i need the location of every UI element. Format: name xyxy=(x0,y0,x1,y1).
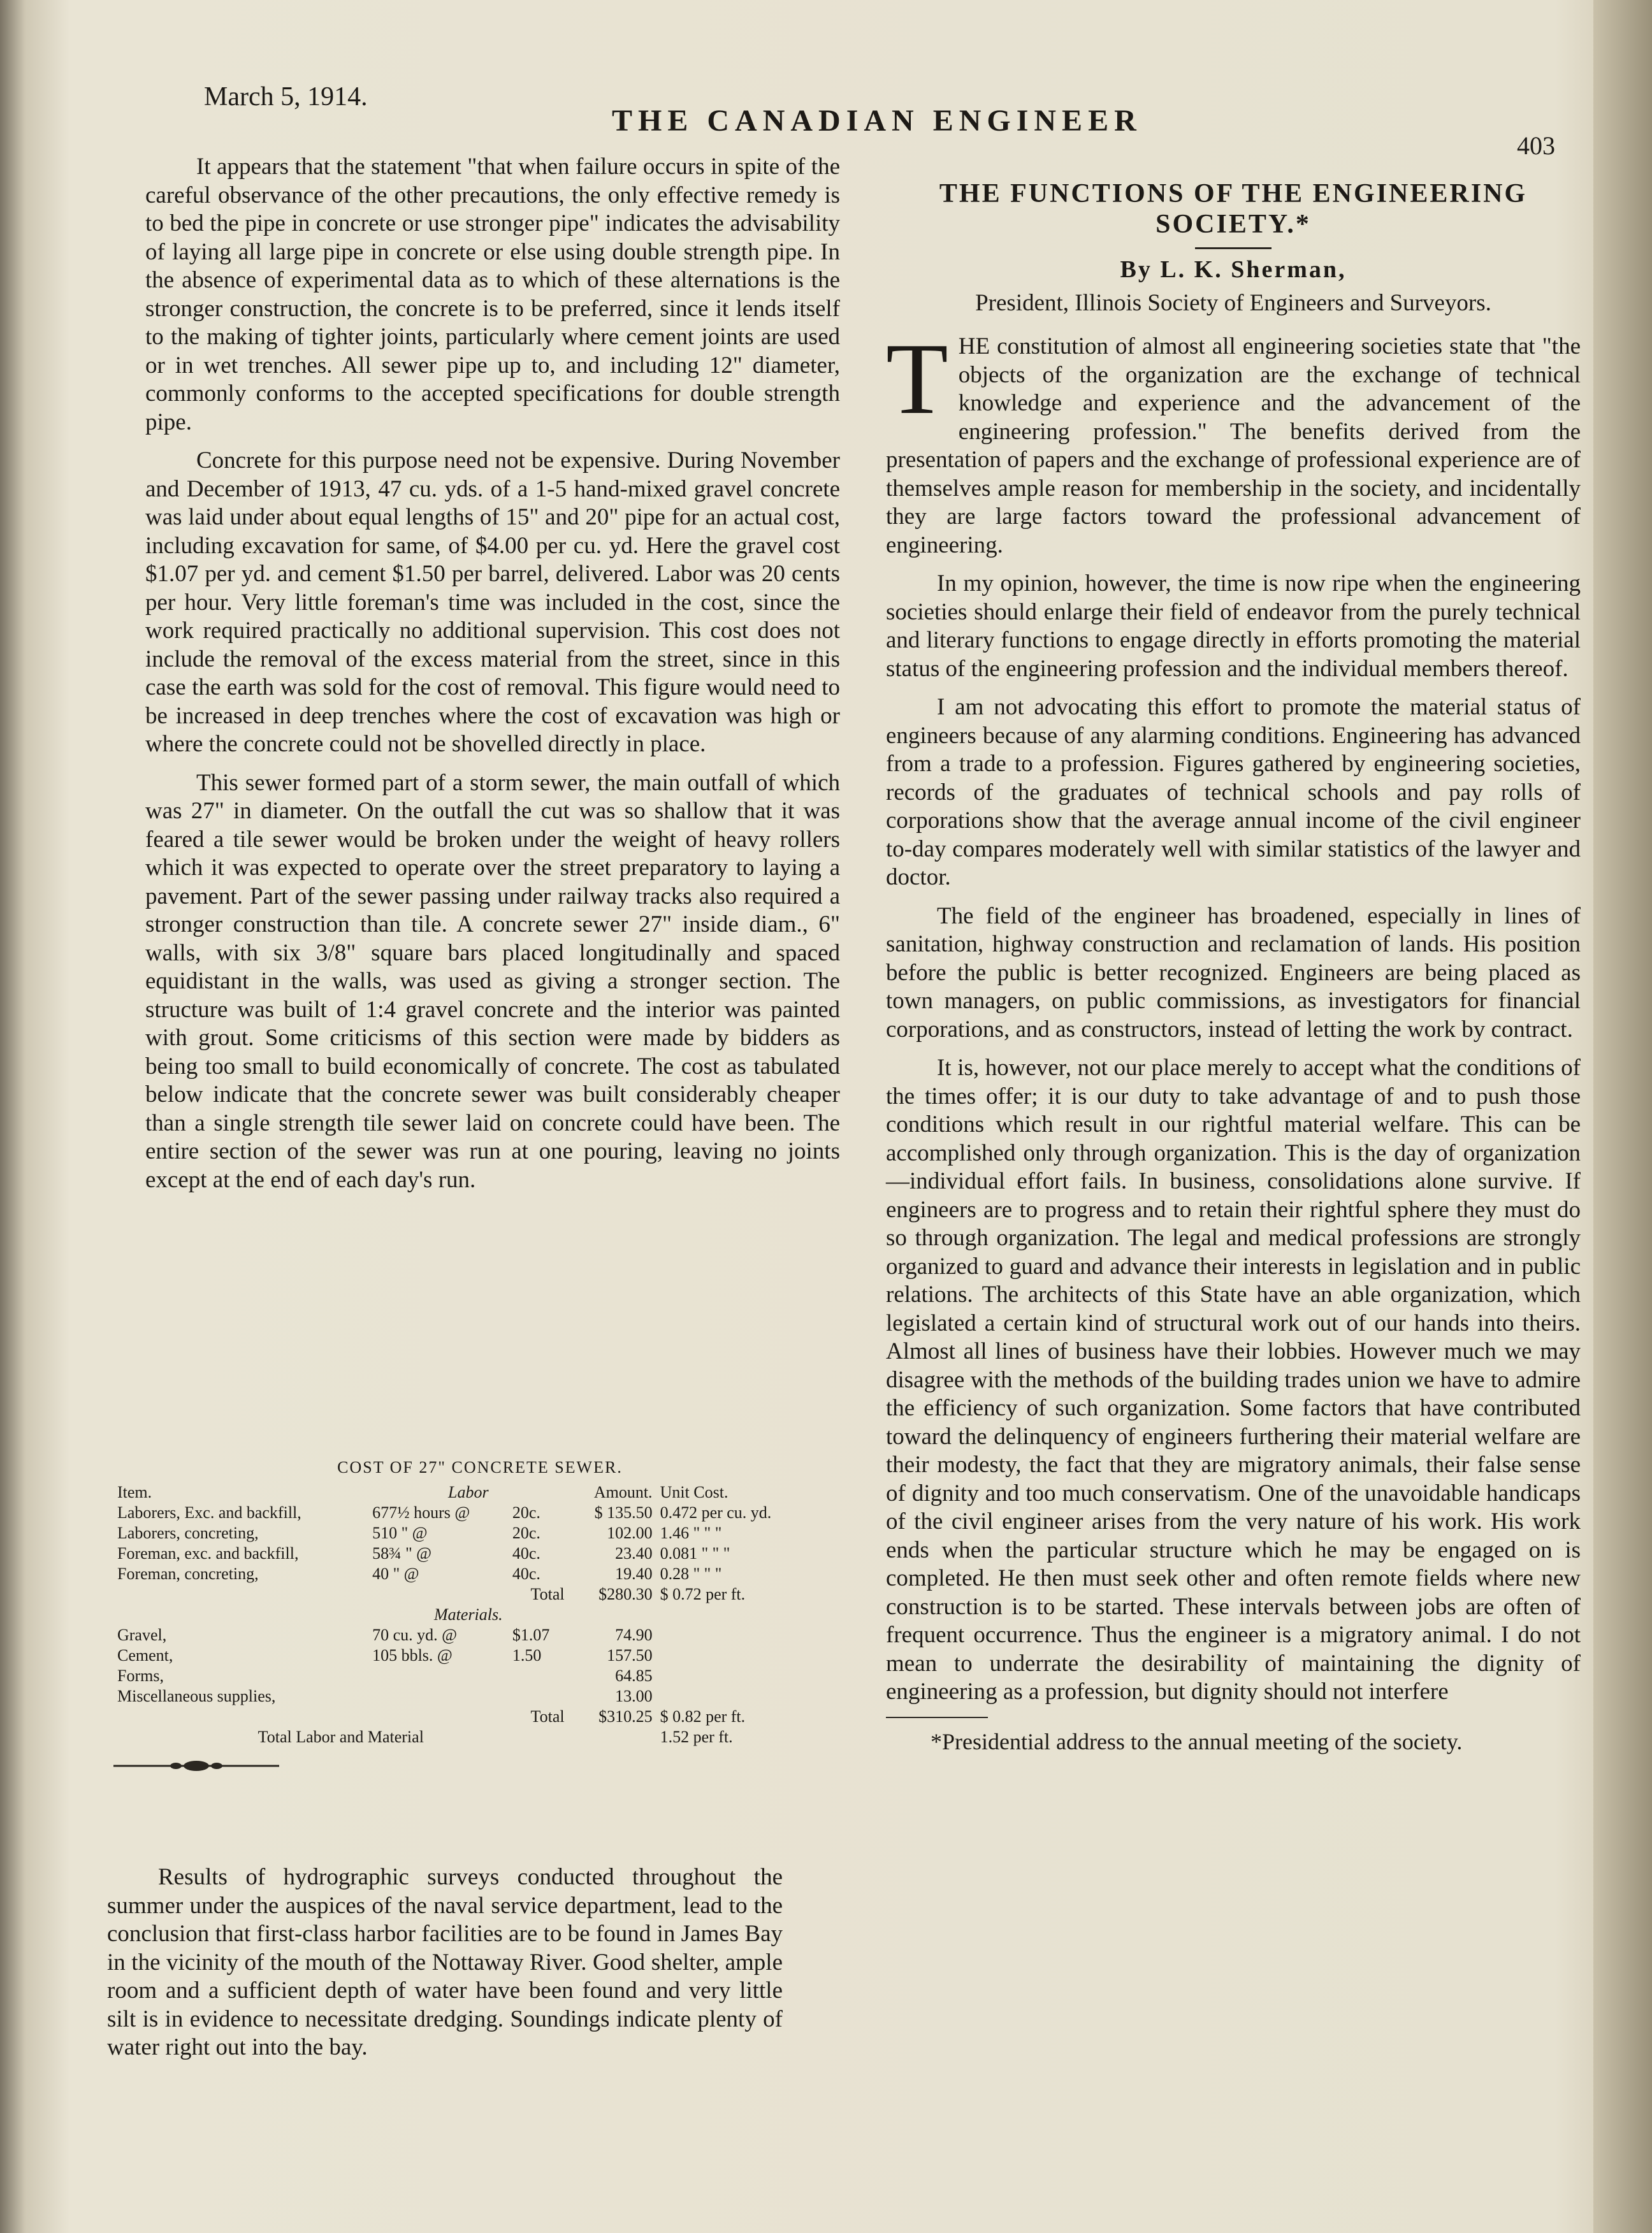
table-row xyxy=(113,1645,815,1666)
labor-total-row xyxy=(113,1584,815,1605)
row-rate: 1.50 xyxy=(512,1646,542,1665)
labor-heading: Labor xyxy=(448,1483,489,1501)
row-rate: 20c. xyxy=(512,1503,540,1522)
left-paragraph-3: This sewer formed part of a storm sewer, the main outfall of which was 27" in diameter. On the outfall the cut was so shallow that it was feared a tile sewer would be broken under the weight of heavy rollers which it was expected to operate over the street preparatory to laying a pavement. Part of the sewer passing under railway tracks also required a stronger construction than tile. A concrete sewer 27" inside diam., 6" walls, with six 3/8" square bars placed longitudinally and spaced equidistant in the walls, was used as giving a stronger section. The structure was built of 1:4 gravel concrete and the interior was painted with grout. Some criticisms of this section were made by bidders as being too small to build economically of concrete. The cost as tabulated below indicate that the concrete sewer was built considerably cheaper than a single strength tile sewer laid on concrete could have been. The entire section of the sewer was run at one pouring, leaving no joints except at the end of each day's run. xyxy=(145,769,840,1193)
right-column xyxy=(886,178,1581,1755)
row-amount: $ 135.50 xyxy=(594,1503,653,1522)
row-amount: 157.50 xyxy=(607,1646,653,1665)
row-rate: 20c. xyxy=(512,1524,540,1542)
row-item: Laborers, Exc. and backfill, xyxy=(117,1503,301,1522)
materials-heading-row xyxy=(113,1605,815,1625)
row-rate: 40c. xyxy=(512,1565,540,1583)
issue-date: March 5, 1914. xyxy=(204,82,368,112)
table-row xyxy=(113,1503,815,1523)
book-spine-edge xyxy=(1593,0,1652,2233)
labor-total-label: Total xyxy=(530,1585,565,1603)
table-row xyxy=(113,1686,815,1707)
row-amount: 19.40 xyxy=(615,1565,653,1583)
table-row xyxy=(113,1625,815,1645)
materials-heading: Materials. xyxy=(434,1605,503,1624)
footnote-rule xyxy=(886,1717,988,1718)
right-paragraph-3: The field of the engineer has broadened, especially in lines of sanitation, highway construction and reclamation of lands. His position before the public is better recognized. Engineers are being placed as town managers, on public commissions, as investigators for financial corporations, and as constructors, instead of letting the work by contract. xyxy=(886,902,1581,1043)
row-amount: 102.00 xyxy=(607,1524,653,1542)
row-item: Miscellaneous supplies, xyxy=(117,1687,276,1705)
row-rate: 40c. xyxy=(512,1544,540,1563)
row-qty: 510 " @ xyxy=(372,1524,428,1542)
hydrographic-note xyxy=(107,1863,783,2072)
right-paragraph-2: I am not advocating this effort to promote the material status of engineers because of any alarming conditions. Engineering has advanced from a trade to a profession. Figures gathered by engineering societies, records of the graduates of technical schools and pay rolls of corporations show that the average annual income of the civil engineer to-day compares moderately well with similar statistics of the lawyer and doctor. xyxy=(886,694,1581,890)
title-rule xyxy=(1195,247,1272,249)
grand-total-label: Total Labor and Material xyxy=(257,1728,424,1746)
row-amount: 74.90 xyxy=(615,1626,653,1644)
row-unit-cost: 0.28 " " " xyxy=(660,1565,722,1583)
footnote: *Presidential address to the annual meeting of the society. xyxy=(931,1728,1463,1754)
row-unit-cost: 0.081 " " " xyxy=(660,1544,730,1563)
table-header-row xyxy=(113,1482,815,1503)
left-paragraph-1: It appears that the statement "that when failure occurs in spite of the careful observance of the other precautions, the only effective remedy is to bed the pipe in concrete or use stronger pipe" indicates the advisability of laying all large pipe in concrete or else using double strength pipe. In the absence of experimental data as to which of these alternations is the stronger construction, the concrete is to be preferred, since it lends itself to the making of tighter joints, particularly where cement joints are used or in wet trenches. All sewer pipe up to, and including 12" diameter, commonly conforms to the accepted specifications for double strength pipe. xyxy=(145,154,840,435)
table-row xyxy=(113,1666,815,1686)
materials-total-unit: $ 0.82 per ft. xyxy=(660,1707,746,1726)
row-amount: 23.40 xyxy=(615,1544,653,1563)
row-item: Gravel, xyxy=(117,1626,167,1644)
col-unit-header: Unit Cost. xyxy=(660,1483,728,1501)
row-rate: $1.07 xyxy=(512,1626,550,1644)
grand-total-unit: 1.52 per ft. xyxy=(660,1728,733,1746)
opening-paragraph xyxy=(886,322,1581,560)
labor-total-unit: $ 0.72 per ft. xyxy=(660,1585,746,1603)
row-item: Cement, xyxy=(117,1646,173,1665)
left-bottom-paragraph: Results of hydrographic surveys conducted throughout the summer under the auspices of the naval service department, lead to the conclusion that first-class harbor facilities are to be found in James Bay in the vicinity of the mouth of the Nottaway River. Good shelter, ample room and a sufficient depth of water have been found and very little silt is in evidence to necessitate dredging. Soundings indicate plenty of water right out into the bay. xyxy=(107,1864,783,2060)
row-item: Foreman, concreting, xyxy=(117,1565,259,1583)
row-unit-cost: 1.46 " " " xyxy=(660,1524,722,1542)
row-qty: 58¾ " @ xyxy=(372,1544,432,1563)
materials-total-label: Total xyxy=(530,1707,565,1726)
col-item-header: Item. xyxy=(117,1483,152,1501)
cost-table-block xyxy=(113,1458,846,1779)
labor-total-amount: $280.30 xyxy=(598,1585,653,1603)
journal-title: THE CANADIAN ENGINEER xyxy=(612,104,1142,138)
grand-total-row xyxy=(113,1727,815,1747)
row-amount: 64.85 xyxy=(615,1666,653,1685)
table-row xyxy=(113,1523,815,1543)
drop-cap-letter: T xyxy=(886,322,948,435)
article-byline: By L. K. Sherman, xyxy=(1120,256,1347,283)
row-qty: 105 bbls. @ xyxy=(372,1646,453,1665)
table-row xyxy=(113,1543,815,1564)
row-qty: 40 " @ xyxy=(372,1565,419,1583)
author-affiliation: President, Illinois Society of Engineers and Surveyors. xyxy=(975,289,1491,316)
page-number: 403 xyxy=(1517,131,1555,160)
row-qty: 70 cu. yd. @ xyxy=(372,1626,458,1644)
opening-paragraph-text: HE constitution of almost all engineering societies state that "the objects of the organization are the exchange of technical knowledge and experience and the advancement of the engineering profession." The benefits derived from the presentation of papers and the exchange of professional experience are of themselves ample reason for membership in the society, and incidentally they are large factors toward the professional advancement of engineering. xyxy=(886,333,1581,558)
cost-table-caption: COST OF 27" CONCRETE SEWER. xyxy=(337,1458,623,1477)
row-qty: 677½ hours @ xyxy=(372,1503,470,1522)
col-amount-header: Amount. xyxy=(593,1483,653,1501)
left-column xyxy=(145,153,840,1204)
row-unit-cost: 0.472 per cu. yd. xyxy=(660,1503,772,1522)
section-divider-ornament xyxy=(113,1758,279,1774)
materials-total-row xyxy=(113,1707,815,1727)
row-item: Foreman, exc. and backfill, xyxy=(117,1544,299,1563)
right-paragraph-4: It is, however, not our place merely to accept what the conditions of the times offer; it is our duty to take advantage of and to push those conditions which result in our rightful material welfare. This can be accomplished only through organization. This is the day of organization—individual effort fails. In business, consolidations alone survive. If engineers are to progress and to retain their rightful sphere they must do so through organization. The legal and medical professions are strongly organized to guard and advance their interests in legislation and in public relations. The architects of this State have an able organization, which legislated a certain kind of structural work out of our hands into theirs. Almost all lines of business have their lobbies. However much we may disagree with the methods of the building trades union we have to admire the efficiency of such organization. Some factors that have contributed toward the delinquency of engineers furthering their material welfare are their modesty, the fact that they are migratory animals, their false sense of dignity and too much conservatism. One of the unavoidable handicaps of the civil engineer arises from the very nature of his work. His work ends when the particular structure which he may be engaged on is completed. He then must seek other and often remote fields where new construction is to be started. These intervals between jobs are often of frequent occurrence. Thus the engineer is a migratory animal. I do not mean to underrate the desirability of maintaining the dignity of engineering as a profession, but dignity should not interfere xyxy=(886,1055,1581,1705)
table-row xyxy=(113,1564,815,1584)
cost-table xyxy=(113,1482,815,1747)
article-title: THE FUNCTIONS OF THE ENGINEERING SOCIETY.* xyxy=(939,179,1528,239)
right-paragraph-1: In my opinion, however, the time is now ripe when the engineering societies should enlarge their field of endeavor from the purely technical and literary functions to engage directly in efforts promoting the material status of the engineering profession and the individual members thereof. xyxy=(886,570,1581,682)
materials-total-amount: $310.25 xyxy=(598,1707,653,1726)
row-item: Laborers, concreting, xyxy=(117,1524,259,1542)
row-amount: 13.00 xyxy=(615,1687,653,1705)
row-item: Forms, xyxy=(117,1666,164,1685)
left-paragraph-2: Concrete for this purpose need not be expensive. During November and December of 1913, 47 cu. yds. of a 1-5 hand-mixed gravel concrete was laid under about equal lengths of 15" and 20" pipe for an actual cost, including excavation for same, of $4.00 per cu. yd. Here the gravel cost $1.07 per yd. and cement $1.50 per barrel, delivered. Labor was 20 cents per hour. Very little foreman's time was included in the cost, since the work required practically no additional supervision. This cost does not include the removal of the excess material from the street, since in this case the earth was sold for the cost of removal. This figure would need to be increased in deep trenches where the cost of excavation was high or where the concrete could not be shovelled directly in place. xyxy=(145,447,840,757)
